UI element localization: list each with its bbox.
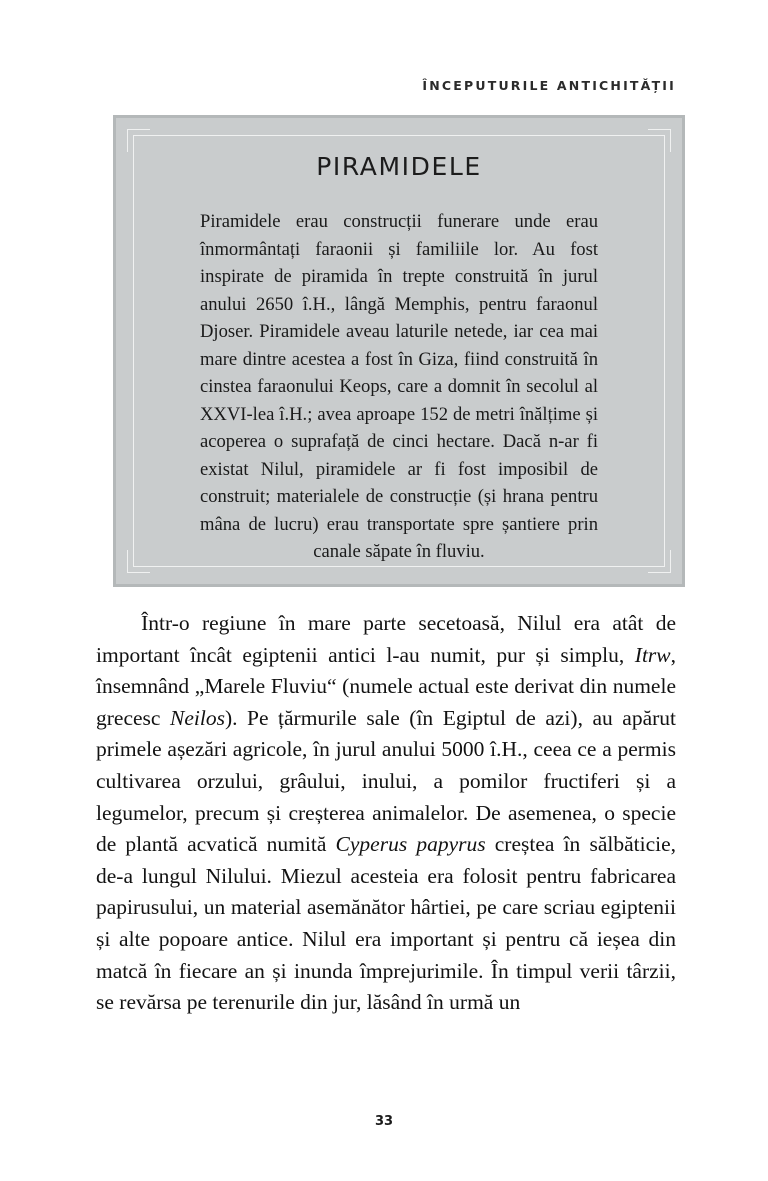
italic-cyperus-papyrus: Cyperus papyrus [335,832,486,857]
paragraph-nile [96,608,676,1019]
feature-box-body: Piramidele erau construcții funerare unde erau înmormântați faraonii și familiile lor. Au fost inspirate de piramida în trepte construită în jurul anului 2650 î.H., lângă Memphis, pentru faraonul Djoser. Piramidele aveau laturile netede, iar cea mai mare dintre acestea a fost în Giza, fiind construită în cinstea faraonului Keops, care a domnit în secolul al XXVI-lea î.H.; avea aproape 152 de metri înălțime și acoperea o suprafață de cinci hectare. Dacă n-ar fi existat Nilul, piramidele ar fi fost imposibil de construit; materialele de construcție (și hrana pentru mâna de lucru) erau transportate spre șantiere prin canale săpate în fluviu. [200,211,598,563]
main-text [96,608,676,1019]
italic-itrw: Itrw [634,642,671,667]
text-segment-3: ). Pe țărmurile sale (în Egiptul de azi), au apărut primele așezări agricole, în jurul anului 5000 î.H., ceea ce a permis cultivarea orzului, grâului, inului, a pomilor fructiferi și a legumelor, precum și creșterea animalelor. De asemenea, o specie de plantă acvatică numită [96,705,677,857]
feature-box-title: PIRAMIDELE [316,152,482,181]
text-segment-2: , însemnând „Marele Fluviu“ (numele actual este derivat din numele grecesc [96,642,676,730]
frame-corner-bottom-right [648,550,671,573]
text-segment-4: creștea în sălbăticie, de-a lungul Nilului. Miezul acesteia era folosit pentru fabricarea papirusului, un material asemănător hârtiei, pe care scriau egiptenii și alte popoare antice. Nilul era important și pentru că ieșea din matcă în fiecare an și inunda împrejurimile. În timpul verii târzii, se revărsa pe terenurile din jur, lăsând în urmă un [96,832,677,1015]
frame-corner-bottom-left [127,550,150,573]
frame-corner-top-right [648,129,671,152]
italic-neilos: Neilos [169,705,225,730]
frame-corner-top-left [127,129,150,152]
running-head: ÎNCEPUTURILE ANTICHITĂȚII [422,78,676,93]
text-segment-1: Într-o regiune în mare parte secetoasă, Nilul era atât de important încât egiptenii antici l-au numit, pur și simplu, [96,611,676,667]
page-number: 33 [374,1114,394,1129]
feature-box [113,115,685,587]
